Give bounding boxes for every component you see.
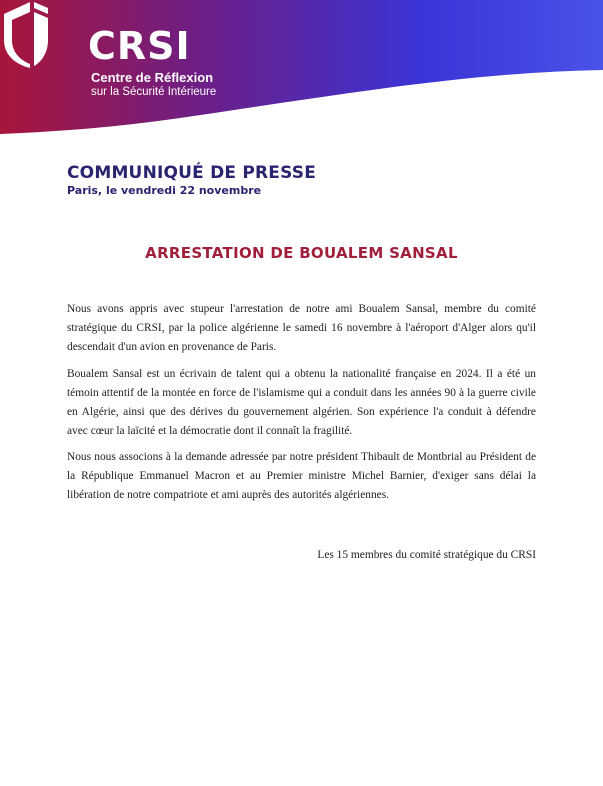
signature: Les 15 membres du comité stratégique du CRSI [317, 549, 536, 561]
header-banner [0, 0, 603, 135]
brand-tagline-line2: sur la Sécurité Intérieure [91, 86, 217, 98]
body-paragraph-3: Nous nous associons à la demande adressée par notre président Thibault de Montbrial au Président de la République Emmanuel Macron et au Premier ministre Michel Barnier, d'exiger sans délai la libération de notre compatriote et ami auprès des autorités algériennes. [67, 451, 536, 501]
headline: ARRESTATION DE BOUALEM SANSAL [145, 244, 458, 262]
dateline: Paris, le vendredi 22 novembre [67, 184, 262, 197]
body-paragraph-2: Boualem Sansal est un écrivain de talent qui a obtenu la nationalité française en 2024. Il a été un témoin attentif de la montée en force de l'islamisme qui a conduit dans les années 90 à la guerre civile en Algérie, ainsi que des dérives du gouvernement algérien. Son expérience l'a conduit à défendre avec cœur la laïcité et la démocratie dont il connaît la fragilité. [67, 368, 536, 437]
shield-icon [0, 0, 52, 68]
document-type: COMMUNIQUÉ DE PRESSE [67, 163, 317, 183]
brand-name: CRSI [88, 24, 191, 68]
body-paragraph-1: Nous avons appris avec stupeur l'arrestation de notre ami Boualem Sansal, membre du comité stratégique du CRSI, par la police algérienne le samedi 16 novembre à l'aéroport d'Alger alors qu'il descendait d'un avion en provenance de Paris. [67, 303, 536, 353]
brand-tagline-line1: Centre de Réflexion [91, 70, 214, 85]
